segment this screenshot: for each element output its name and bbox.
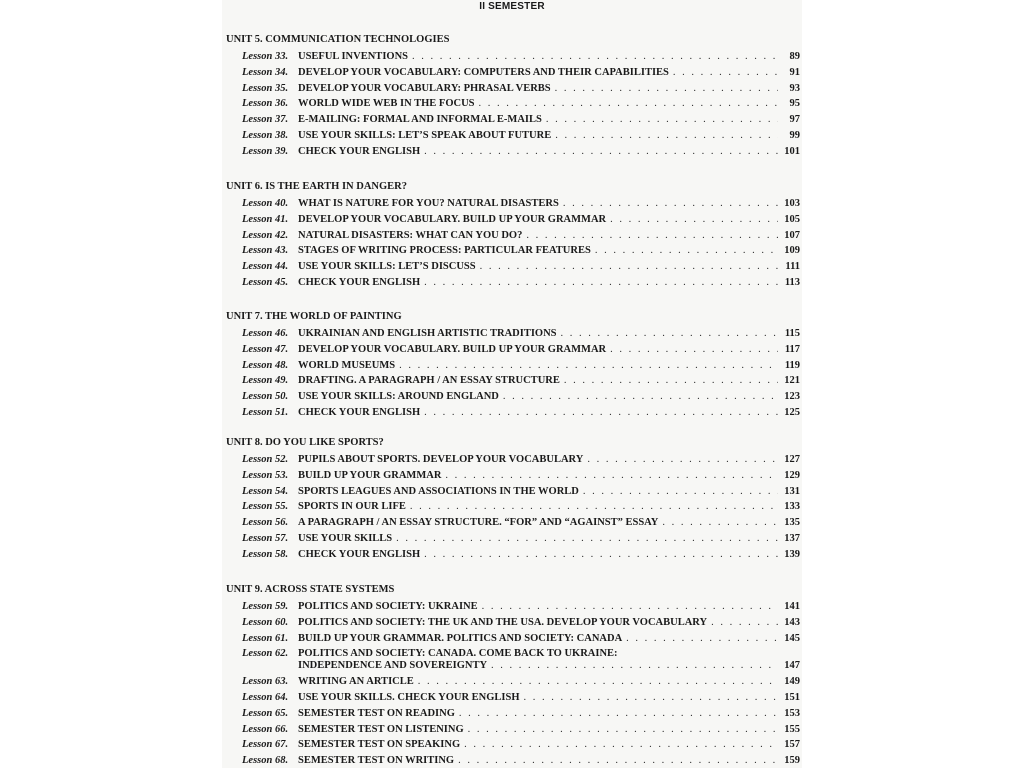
page-number: 93: [789, 82, 800, 94]
page-number: 97: [789, 114, 800, 126]
page-number: 127: [784, 454, 800, 465]
toc-entry[interactable]: [222, 675, 802, 689]
dot-leader: [524, 691, 778, 705]
page-number: 125: [784, 407, 800, 418]
page-number: 101: [784, 145, 800, 157]
page-number: 117: [784, 343, 800, 355]
toc-entry[interactable]: [222, 616, 802, 630]
lesson-title-line: [298, 485, 778, 499]
page-number: 141: [784, 601, 800, 612]
lesson-title: POLITICS AND SOCIETY: THE UK AND THE USA. DEVELOP YOUR VOCABULARY: [298, 616, 708, 628]
lesson-title-line: [298, 632, 778, 646]
unit-heading: UNIT 8. DO YOU LIKE SPORTS?: [226, 437, 384, 448]
toc-entry[interactable]: [222, 532, 802, 546]
page-number: 119: [784, 359, 800, 371]
lesson-title-line: [298, 600, 778, 614]
lesson-title-line: [298, 548, 778, 562]
page-number: 145: [784, 632, 800, 644]
lesson-number: Lesson 49.: [242, 375, 289, 387]
lesson-number: Lesson 62.: [242, 648, 289, 660]
dot-leader: [410, 500, 778, 514]
page-number: 91: [789, 66, 800, 78]
lesson-title-line: [298, 738, 778, 752]
lesson-title-line: [298, 616, 778, 630]
page-number: 133: [784, 501, 800, 513]
semester-heading: II SEMESTER: [479, 1, 545, 12]
dot-leader: [583, 485, 778, 499]
lesson-number: Lesson 63.: [242, 676, 289, 688]
page-number: 149: [784, 676, 800, 688]
dot-leader: [491, 659, 778, 673]
lesson-number: Lesson 38.: [242, 130, 289, 141]
lesson-number: Lesson 51.: [242, 407, 289, 418]
dot-leader: [468, 723, 778, 737]
page-number: 143: [784, 616, 800, 628]
lesson-number: Lesson 42.: [242, 229, 289, 241]
lesson-title-continued: INDEPENDENCE AND SOVEREIGNTY: [298, 660, 488, 672]
lesson-title-line: [298, 374, 778, 388]
lesson-title: USEFUL INVENTIONS: [298, 51, 408, 62]
dot-leader: [479, 97, 778, 111]
toc-entry[interactable]: [222, 374, 802, 388]
dot-leader: [526, 229, 778, 243]
lesson-title-line: [298, 229, 778, 243]
lesson-title: CHECK YOUR ENGLISH: [298, 277, 421, 288]
lesson-number: Lesson 67.: [242, 739, 289, 751]
lesson-title-line: [298, 691, 778, 705]
toc-entry[interactable]: [222, 723, 802, 737]
dot-leader: [555, 82, 778, 96]
page-number: 159: [784, 755, 800, 767]
lesson-number: Lesson 41.: [242, 213, 289, 225]
page-number: 115: [784, 328, 800, 339]
dot-leader: [412, 50, 778, 64]
page-number: 137: [784, 533, 800, 544]
lesson-title-line: [298, 500, 778, 514]
lesson-number: Lesson 43.: [242, 245, 289, 257]
page-number: 95: [789, 98, 800, 110]
page-number: 147: [784, 660, 800, 672]
dot-leader: [424, 406, 778, 420]
lesson-title-line: [298, 260, 778, 274]
toc-entry[interactable]: [222, 197, 802, 211]
toc-entry-continuation[interactable]: [222, 659, 802, 673]
toc-entry[interactable]: [222, 485, 802, 499]
page-number: 99: [789, 130, 800, 141]
lesson-title-line: [298, 82, 778, 96]
lesson-number: Lesson 34.: [242, 66, 289, 78]
lesson-title-line: [298, 516, 778, 530]
toc-entry[interactable]: [222, 327, 802, 341]
lesson-number: Lesson 40.: [242, 198, 289, 209]
lesson-title: PUPILS ABOUT SPORTS. DEVELOP YOUR VOCABULARY: [298, 454, 584, 465]
page-number: 123: [784, 391, 800, 403]
lesson-number: Lesson 59.: [242, 601, 289, 612]
lesson-number: Lesson 45.: [242, 277, 289, 288]
lesson-title-line: [298, 453, 778, 467]
lesson-number: Lesson 61.: [242, 632, 289, 644]
page-number: 103: [784, 198, 800, 209]
lesson-number: Lesson 52.: [242, 454, 289, 465]
toc-entry[interactable]: [222, 707, 802, 721]
toc-entry[interactable]: [222, 469, 802, 483]
lesson-title: STAGES OF WRITING PROCESS: PARTICULAR FEATURES: [298, 245, 591, 257]
toc-entry[interactable]: [222, 113, 802, 127]
lesson-title: USE YOUR SKILLS: AROUND ENGLAND: [298, 391, 499, 403]
lesson-number: Lesson 36.: [242, 98, 289, 110]
toc-entry[interactable]: [222, 213, 802, 227]
lesson-number: Lesson 37.: [242, 114, 289, 126]
lesson-title: SPORTS IN OUR LIFE: [298, 501, 406, 513]
toc-entry[interactable]: [222, 691, 802, 705]
lesson-title: SPORTS LEAGUES AND ASSOCIATIONS IN THE WORLD: [298, 485, 579, 497]
page-number: 131: [784, 485, 800, 497]
lesson-title: A PARAGRAPH / AN ESSAY STRUCTURE. “FOR” AND “AGAINST” ESSAY: [298, 517, 659, 529]
lesson-title: WORLD MUSEUMS: [298, 359, 396, 371]
lesson-title: USE YOUR SKILLS: LET’S SPEAK ABOUT FUTURE: [298, 130, 552, 141]
lesson-title: CHECK YOUR ENGLISH: [298, 548, 421, 560]
lesson-title-line: [298, 532, 778, 546]
lesson-number: Lesson 56.: [242, 517, 289, 529]
lesson-number: Lesson 33.: [242, 51, 289, 62]
lesson-number: Lesson 60.: [242, 616, 289, 628]
page-number: 153: [784, 707, 800, 719]
toc-entry[interactable]: [222, 343, 802, 357]
page-number: 157: [784, 739, 800, 751]
lesson-title: USE YOUR SKILLS: LET’S DISCUSS: [298, 261, 476, 273]
page-number: 155: [784, 723, 800, 735]
dot-leader: [561, 327, 778, 341]
toc-entry[interactable]: [222, 244, 802, 258]
lesson-title-line: [298, 343, 778, 357]
unit-heading: UNIT 5. COMMUNICATION TECHNOLOGIES: [226, 34, 450, 45]
toc-entry[interactable]: [222, 129, 802, 143]
lesson-title-line: [298, 469, 778, 483]
dot-leader: [459, 707, 778, 721]
toc-entry[interactable]: [222, 390, 802, 404]
dot-leader: [595, 244, 778, 258]
dot-leader: [662, 516, 778, 530]
lesson-title: SEMESTER TEST ON READING: [298, 707, 455, 719]
lesson-number: Lesson 53.: [242, 469, 289, 481]
toc-entry[interactable]: [222, 82, 802, 96]
lesson-title: SEMESTER TEST ON LISTENING: [298, 723, 464, 735]
dot-leader: [424, 548, 778, 562]
lesson-number: Lesson 66.: [242, 723, 289, 735]
page-number: 121: [784, 375, 800, 387]
toc-entry[interactable]: [222, 145, 802, 159]
lesson-number: Lesson 48.: [242, 359, 289, 371]
dot-leader: [546, 113, 778, 127]
dot-leader: [418, 675, 778, 689]
unit-heading: UNIT 7. THE WORLD OF PAINTING: [226, 311, 402, 322]
table-of-contents-page: [222, 0, 802, 768]
page-number: 109: [784, 245, 800, 257]
toc-entry[interactable]: [222, 97, 802, 111]
page-number: 105: [784, 213, 800, 225]
toc-entry[interactable]: [222, 754, 802, 768]
lesson-title-line: [298, 707, 778, 721]
dot-leader: [424, 276, 778, 290]
page-number: 151: [784, 692, 800, 703]
dot-leader: [626, 632, 778, 646]
lesson-title-line: [298, 359, 778, 373]
lesson-title: POLITICS AND SOCIETY: CANADA. COME BACK TO UKRAINE:: [298, 648, 618, 660]
dot-leader: [458, 754, 778, 768]
toc-entry[interactable]: [222, 50, 802, 64]
lesson-number: Lesson 58.: [242, 548, 289, 560]
lesson-title: DEVELOP YOUR VOCABULARY: COMPUTERS AND THEIR CAPABILITIES: [298, 66, 669, 78]
lesson-title: WORLD WIDE WEB IN THE FOCUS: [298, 98, 475, 110]
lesson-title-line: [298, 659, 778, 673]
dot-leader: [564, 374, 778, 388]
lesson-title: WHAT IS NATURE FOR YOU? NATURAL DISASTERS: [298, 198, 559, 209]
lesson-number: Lesson 39.: [242, 145, 289, 157]
lesson-title: USE YOUR SKILLS. CHECK YOUR ENGLISH: [298, 692, 520, 703]
dot-leader: [396, 532, 778, 546]
toc-entry[interactable]: [222, 406, 802, 420]
page-number: 129: [784, 469, 800, 481]
lesson-title: BUILD UP YOUR GRAMMAR: [298, 469, 442, 481]
dot-leader: [610, 213, 778, 227]
lesson-number: Lesson 50.: [242, 391, 289, 403]
lesson-number: Lesson 57.: [242, 533, 289, 544]
toc-entry[interactable]: [222, 359, 802, 373]
unit-heading: UNIT 9. ACROSS STATE SYSTEMS: [226, 584, 395, 595]
lesson-title: DEVELOP YOUR VOCABULARY. BUILD UP YOUR GRAMMAR: [298, 343, 607, 355]
lesson-number: Lesson 54.: [242, 485, 289, 497]
lesson-title-line: [298, 66, 778, 80]
lesson-title-line: [298, 723, 778, 737]
lesson-number: Lesson 55.: [242, 501, 289, 513]
page-number: 111: [785, 261, 800, 273]
page-number: 107: [784, 229, 800, 241]
dot-leader: [503, 390, 778, 404]
dot-leader: [424, 145, 778, 159]
lesson-title-line: [298, 327, 778, 341]
toc-entry[interactable]: [222, 600, 802, 614]
lesson-title: SEMESTER TEST ON WRITING: [298, 755, 455, 767]
lesson-title: UKRAINIAN AND ENGLISH ARTISTIC TRADITIONS: [298, 328, 557, 339]
toc-entry[interactable]: [222, 548, 802, 562]
lesson-title-line: [298, 97, 778, 111]
dot-leader: [464, 738, 778, 752]
page-number: 139: [784, 548, 800, 560]
dot-leader: [587, 453, 778, 467]
lesson-number: Lesson 35.: [242, 82, 289, 94]
lesson-title-line: [298, 276, 778, 290]
toc-entry[interactable]: [222, 632, 802, 646]
dot-leader: [711, 616, 778, 630]
toc-entry[interactable]: [222, 229, 802, 243]
lesson-title: CHECK YOUR ENGLISH: [298, 145, 421, 157]
dot-leader: [555, 129, 778, 143]
lesson-title: NATURAL DISASTERS: WHAT CAN YOU DO?: [298, 229, 523, 241]
lesson-title: POLITICS AND SOCIETY: UKRAINE: [298, 601, 478, 612]
lesson-title: CHECK YOUR ENGLISH: [298, 407, 421, 418]
lesson-title-line: [298, 406, 778, 420]
lesson-title-line: [298, 390, 778, 404]
lesson-title-line: [298, 675, 778, 689]
lesson-title-line: [298, 113, 778, 127]
lesson-number: Lesson 68.: [242, 755, 289, 767]
dot-leader: [445, 469, 778, 483]
lesson-title-line: [298, 50, 778, 64]
lesson-title-line: [298, 213, 778, 227]
lesson-title-line: [298, 197, 778, 211]
lesson-title-line: [298, 129, 778, 143]
lesson-title: WRITING AN ARTICLE: [298, 676, 414, 688]
toc-entry[interactable]: [222, 453, 802, 467]
dot-leader: [399, 359, 778, 373]
lesson-title: E-MAILING: FORMAL AND INFORMAL E-MAILS: [298, 114, 542, 126]
page-number: 113: [784, 277, 800, 288]
lesson-title-line: [298, 244, 778, 258]
toc-entry[interactable]: [222, 66, 802, 80]
page-number: 135: [784, 517, 800, 529]
dot-leader: [563, 197, 778, 211]
lesson-title-line: [298, 754, 778, 768]
toc-entry[interactable]: [222, 500, 802, 514]
lesson-number: Lesson 47.: [242, 343, 289, 355]
page-number: 89: [789, 51, 800, 62]
dot-leader: [610, 343, 778, 357]
dot-leader: [480, 260, 778, 274]
toc-entry[interactable]: [222, 738, 802, 752]
toc-entry[interactable]: [222, 276, 802, 290]
lesson-number: Lesson 44.: [242, 261, 289, 273]
lesson-title: BUILD UP YOUR GRAMMAR. POLITICS AND SOCIETY: CANADA: [298, 632, 623, 644]
dot-leader: [482, 600, 778, 614]
lesson-number: Lesson 65.: [242, 707, 289, 719]
unit-heading: UNIT 6. IS THE EARTH IN DANGER?: [226, 181, 407, 192]
toc-entry[interactable]: [222, 516, 802, 530]
lesson-number: Lesson 64.: [242, 692, 289, 703]
lesson-title: DEVELOP YOUR VOCABULARY. BUILD UP YOUR GRAMMAR: [298, 213, 607, 225]
lesson-title: SEMESTER TEST ON SPEAKING: [298, 739, 461, 751]
toc-entry[interactable]: [222, 260, 802, 274]
lesson-title: DRAFTING. A PARAGRAPH / AN ESSAY STRUCTURE: [298, 375, 560, 387]
lesson-title: DEVELOP YOUR VOCABULARY: PHRASAL VERBS: [298, 82, 551, 94]
lesson-title: USE YOUR SKILLS: [298, 533, 393, 544]
lesson-number: Lesson 46.: [242, 328, 289, 339]
dot-leader: [673, 66, 778, 80]
lesson-title-line: [298, 145, 778, 159]
